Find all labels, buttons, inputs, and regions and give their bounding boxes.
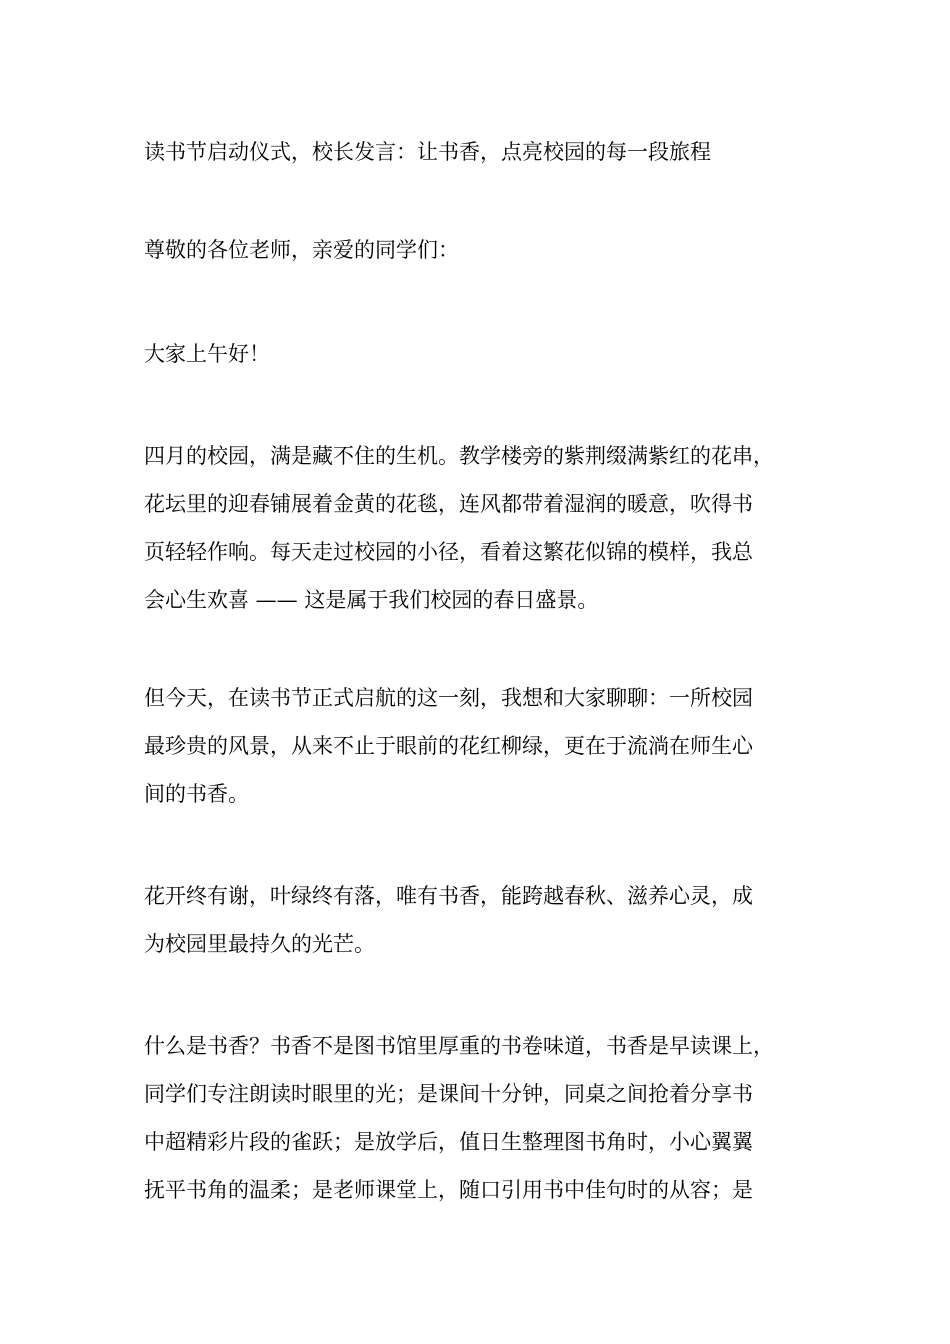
paragraph-line: 什么是书香？书香不是图书馆里厚重的书卷味道，书香是早读课上，: [144, 1034, 774, 1058]
paragraph-line: 页轻轻作响。每天走过校园的小径，看着这繁花似锦的模样，我总: [144, 540, 753, 564]
title-line: 读书节启动仪式，校长发言：让书香，点亮校园的每一段旅程: [144, 140, 711, 164]
greeting-line: 大家上午好！: [144, 342, 270, 366]
paragraph-spring-campus: [144, 432, 774, 624]
salutation: [144, 226, 459, 274]
paragraph-line: 同学们专注朗读时眼里的光；是课间十分钟，同桌之间抢着分享书: [144, 1082, 753, 1106]
paragraph-line: 花开终有谢，叶绿终有落，唯有书香，能跨越春秋、滋养心灵，成: [144, 884, 753, 908]
speech-title: [144, 128, 711, 176]
paragraph-line: 为校园里最持久的光芒。: [144, 932, 375, 956]
paragraph-lasting-light: [144, 872, 753, 968]
paragraph-line: 抚平书角的温柔；是老师课堂上，随口引用书中佳句时的从容；是: [144, 1178, 753, 1202]
salutation-line: 尊敬的各位老师，亲爱的同学们：: [144, 238, 459, 262]
paragraph-line: 最珍贵的风景，从来不止于眼前的花红柳绿，更在于流淌在师生心: [144, 734, 753, 758]
paragraph-reading-festival: [144, 674, 753, 818]
paragraph-line: 会心生欢喜 —— 这是属于我们校园的春日盛景。: [144, 588, 599, 612]
paragraph-line: 但今天，在读书节正式启航的这一刻，我想和大家聊聊：一所校园: [144, 686, 753, 710]
paragraph-line: 间的书香。: [144, 782, 249, 806]
paragraph-line: 四月的校园，满是藏不住的生机。教学楼旁的紫荆缀满紫红的花串，: [144, 444, 774, 468]
paragraph-line: 花坛里的迎春铺展着金黄的花毯，连风都带着湿润的暖意，吹得书: [144, 492, 753, 516]
paragraph-what-is-book-fragrance: [144, 1022, 774, 1214]
greeting: [144, 330, 270, 378]
paragraph-line: 中超精彩片段的雀跃；是放学后，值日生整理图书角时，小心翼翼: [144, 1130, 753, 1154]
